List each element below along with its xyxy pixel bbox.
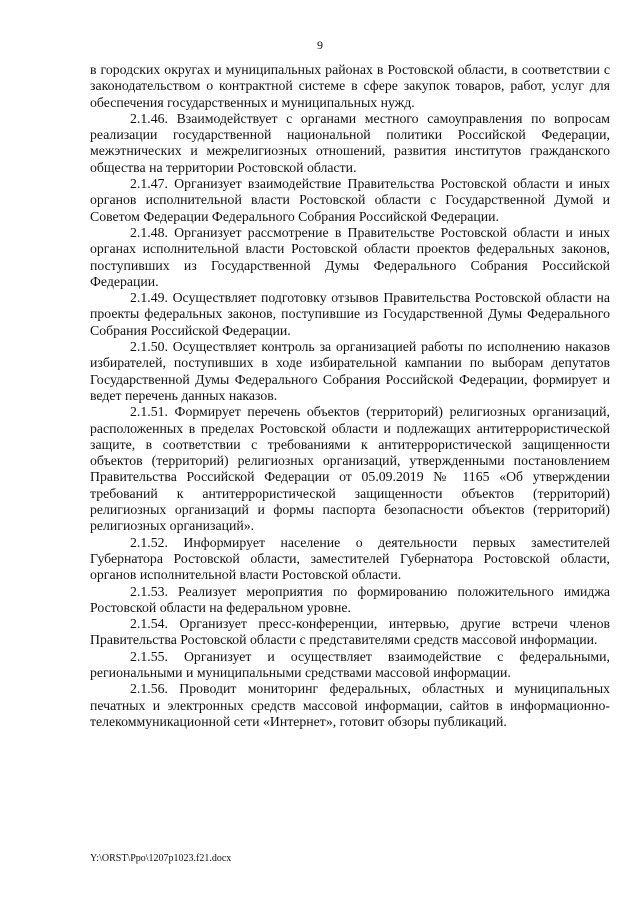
- page-number: 9: [317, 38, 323, 52]
- paragraph-2-1-48: 2.1.48. Организует рассмотрение в Правительстве Ростовской области и иных органах исполнительной власти Ростовской области проектов федеральных законов, поступивших из Государственной Думы Федерального Собрания Российской Федерации.: [90, 224, 610, 289]
- paragraph-2-1-49: 2.1.49. Осуществляет подготовку отзывов Правительства Ростовской области на проекты федеральных законов, поступившие из Государственной Думы Федерального Собрания Российской Федерации.: [90, 290, 610, 338]
- paragraph-2-1-55: 2.1.55. Организует и осуществляет взаимодействие с федеральными, региональными и муниципальными средствами массовой информации.: [90, 648, 610, 680]
- paragraph-continuation: в городских округах и муниципальных районах в Ростовской области, в соответствии с законодательством о контрактной системе в сфере закупок товаров, работ, услуг для обеспечения государственных и муниципальных нужд.: [90, 62, 610, 110]
- footer-file-path: Y:\ORST\Ppo\1207p1023.f21.docx: [90, 853, 232, 864]
- paragraph-2-1-52: 2.1.52. Информирует население о деятельности первых заместителей Губернатора Ростовской области, заместителей Губернатора Ростовской области, органов исполнительной власти Ростовской области.: [90, 534, 610, 583]
- paragraph-2-1-50: 2.1.50. Осуществляет контроль за организацией работы по исполнению наказов избирателей, поступивших в ходе избирательной кампании по выборам депутатов Государственной Думы Федерального Собрания Российской Федерации, формирует и ведет перечень данных наказов.: [90, 339, 610, 403]
- paragraph-2-1-54: 2.1.54. Организует пресс-конференции, интервью, другие встречи членов Правительства Ростовской области с представителями средств массовой информации.: [90, 616, 610, 648]
- paragraph-2-1-56: 2.1.56. Проводит мониторинг федеральных, областных и муниципальных печатных и электронных средств массовой информации, сайтов в информационно-телекоммуникационной сети «Интернет», готовит обзоры публикаций.: [90, 681, 610, 729]
- paragraph-2-1-46: 2.1.46. Взаимодействует с органами местного самоуправления по вопросам реализации государственной национальной политики Российской Федерации, межэтнических и межрелигиозных отношений, развития институтов гражданского общества на территории Ростовской области.: [90, 110, 610, 175]
- paragraph-2-1-51: 2.1.51. Формирует перечень объектов (территорий) религиозных организаций, расположенных в пределах Ростовской области и подлежащих антитеррористической защите, в соответствии с требованиями к антитеррористической защищенности объектов (территорий) религиозных организаций, утвержденными постановлением Правительства Российской Федерации от 05.09.2019 № 1165 «Об утверждении требований к антитеррористической защищенности объектов (территорий) религиозных организаций и формы паспорта безопасности объектов (территорий) религиозных организаций».: [90, 404, 610, 534]
- paragraph-2-1-47: 2.1.47. Организует взаимодействие Правительства Ростовской области и иных органов исполнительной власти Ростовской области с Государственной Думой и Советом Федерации Федерального Собрания Российской Федерации.: [90, 176, 610, 224]
- document-body: [90, 62, 610, 730]
- paragraph-2-1-53: 2.1.53. Реализует мероприятия по формированию положительного имиджа Ростовской области на федеральном уровне.: [90, 583, 610, 615]
